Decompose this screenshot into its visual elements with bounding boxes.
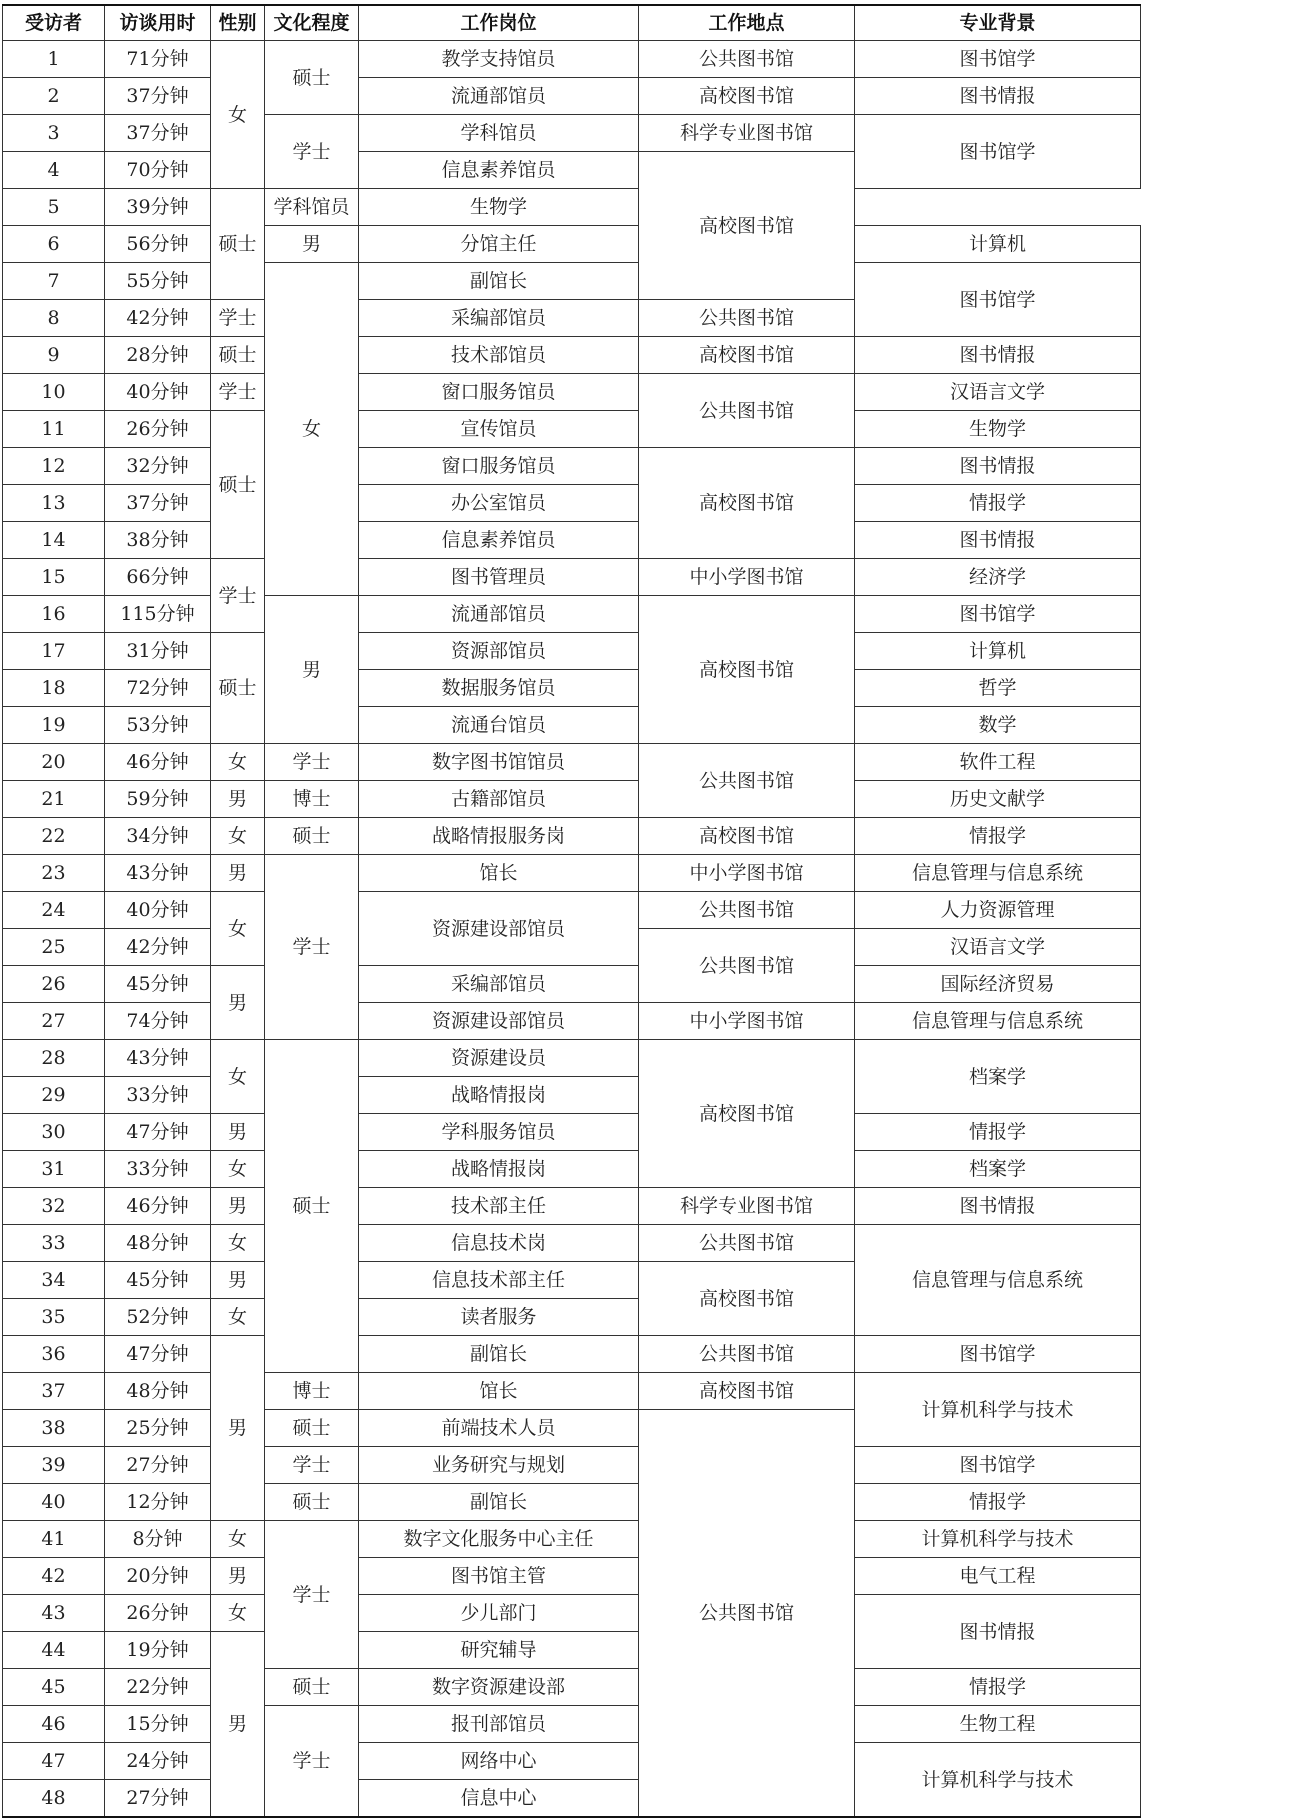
table-row xyxy=(3,411,1141,448)
table-cell: 22分钟 xyxy=(105,1669,211,1706)
table-cell: 图书管理员 xyxy=(359,559,639,596)
header-major: 专业背景 xyxy=(855,5,1141,41)
table-cell: 22 xyxy=(3,818,105,855)
table-cell: 中小学图书馆 xyxy=(639,1003,855,1040)
table-row xyxy=(3,744,1141,781)
table-cell: 信息素养馆员 xyxy=(359,522,639,559)
table-cell: 前端技术人员 xyxy=(359,1410,639,1447)
table-cell: 副馆长 xyxy=(359,263,639,300)
table-cell: 38 xyxy=(3,1410,105,1447)
table-cell: 学士 xyxy=(211,300,265,337)
table-cell: 高校图书馆 xyxy=(639,448,855,559)
table-cell: 31 xyxy=(3,1151,105,1188)
table-cell: 图书情报 xyxy=(855,522,1141,559)
table-cell: 1 xyxy=(3,41,105,78)
table-cell: 48分钟 xyxy=(105,1373,211,1410)
table-cell: 硕士 xyxy=(265,1410,359,1447)
table-cell: 女 xyxy=(211,1225,265,1262)
table-cell: 33分钟 xyxy=(105,1151,211,1188)
table-cell: 女 xyxy=(211,818,265,855)
table-cell: 数字图书馆馆员 xyxy=(359,744,639,781)
table-row xyxy=(3,41,1141,78)
table-row xyxy=(3,1595,1141,1632)
table-cell: 男 xyxy=(265,596,359,744)
table-cell: 32 xyxy=(3,1188,105,1225)
table-cell: 计算机 xyxy=(855,226,1141,263)
table-cell: 3 xyxy=(3,115,105,152)
table-cell: 档案学 xyxy=(855,1040,1141,1114)
table-cell: 公共图书馆 xyxy=(639,374,855,448)
table-cell: 26 xyxy=(3,966,105,1003)
table-row xyxy=(3,559,1141,596)
table-cell: 男 xyxy=(211,1188,265,1225)
table-cell: 10 xyxy=(3,374,105,411)
table-row xyxy=(3,1151,1141,1188)
table-cell: 35 xyxy=(3,1299,105,1336)
table-cell: 资源部馆员 xyxy=(359,633,639,670)
table-cell: 中小学图书馆 xyxy=(639,559,855,596)
table-cell: 学科服务馆员 xyxy=(359,1114,639,1151)
table-cell: 汉语言文学 xyxy=(855,929,1141,966)
table-cell: 45 xyxy=(3,1669,105,1706)
table-cell: 男 xyxy=(211,966,265,1040)
table-cell: 流通台馆员 xyxy=(359,707,639,744)
table-cell: 9 xyxy=(3,337,105,374)
table-cell: 战略情报服务岗 xyxy=(359,818,639,855)
table-cell: 少儿部门 xyxy=(359,1595,639,1632)
table-row xyxy=(3,522,1141,559)
table-cell: 网络中心 xyxy=(359,1743,639,1780)
table-row xyxy=(3,1114,1141,1151)
table-cell: 4 xyxy=(3,152,105,189)
table-cell: 技术部主任 xyxy=(359,1188,639,1225)
table-row xyxy=(3,1669,1141,1706)
table-cell: 47分钟 xyxy=(105,1336,211,1373)
table-cell: 图书馆学 xyxy=(855,1336,1141,1373)
table-row xyxy=(3,892,1141,929)
table-cell: 36 xyxy=(3,1336,105,1373)
table-cell: 42分钟 xyxy=(105,300,211,337)
table-cell: 42分钟 xyxy=(105,929,211,966)
table-cell: 43 xyxy=(3,1595,105,1632)
table-row xyxy=(3,855,1141,892)
table-row xyxy=(3,596,1141,633)
table-cell: 馆长 xyxy=(359,855,639,892)
table-cell: 25分钟 xyxy=(105,1410,211,1447)
table-row xyxy=(3,1743,1141,1780)
table-cell: 11 xyxy=(3,411,105,448)
table-cell: 70分钟 xyxy=(105,152,211,189)
table-cell: 硕士 xyxy=(265,1669,359,1706)
table-cell: 46分钟 xyxy=(105,744,211,781)
table-row xyxy=(3,1521,1141,1558)
table-cell: 学士 xyxy=(265,1521,359,1669)
table-cell: 男 xyxy=(211,1262,265,1299)
table-cell: 45分钟 xyxy=(105,966,211,1003)
table-cell: 信息管理与信息系统 xyxy=(855,855,1141,892)
table-cell: 26分钟 xyxy=(105,411,211,448)
table-row xyxy=(3,263,1141,300)
table-cell: 女 xyxy=(211,1521,265,1558)
table-cell: 女 xyxy=(211,892,265,966)
table-cell: 48 xyxy=(3,1780,105,1818)
header-gender: 性别 xyxy=(211,5,265,41)
table-row xyxy=(3,1188,1141,1225)
table-cell: 男 xyxy=(211,1558,265,1595)
table-cell: 学士 xyxy=(265,1447,359,1484)
table-cell: 情报学 xyxy=(855,818,1141,855)
table-cell: 37分钟 xyxy=(105,485,211,522)
table-cell: 计算机 xyxy=(855,633,1141,670)
table-cell: 宣传馆员 xyxy=(359,411,639,448)
table-cell: 15分钟 xyxy=(105,1706,211,1743)
table-cell: 信息素养馆员 xyxy=(359,152,639,189)
table-cell: 科学专业图书馆 xyxy=(639,1188,855,1225)
table-cell: 图书馆学 xyxy=(855,263,1141,337)
table-cell: 高校图书馆 xyxy=(639,152,855,300)
table-cell: 窗口服务馆员 xyxy=(359,448,639,485)
table-cell: 高校图书馆 xyxy=(639,1373,855,1410)
table-cell: 34分钟 xyxy=(105,818,211,855)
table-cell: 高校图书馆 xyxy=(639,1262,855,1336)
table-row xyxy=(3,485,1141,522)
table-cell: 23 xyxy=(3,855,105,892)
table-cell: 21 xyxy=(3,781,105,818)
table-cell: 中小学图书馆 xyxy=(639,855,855,892)
table-cell: 学士 xyxy=(265,744,359,781)
table-cell: 44 xyxy=(3,1632,105,1669)
header-duration: 访谈用时 xyxy=(105,5,211,41)
table-cell: 男 xyxy=(211,1336,265,1521)
table-row xyxy=(3,1373,1141,1410)
table-cell: 博士 xyxy=(265,781,359,818)
table-cell: 硕士 xyxy=(265,1484,359,1521)
table-cell: 公共图书馆 xyxy=(639,744,855,818)
table-cell: 45分钟 xyxy=(105,1262,211,1299)
table-cell: 16 xyxy=(3,596,105,633)
table-cell: 男 xyxy=(211,1114,265,1151)
table-cell: 公共图书馆 xyxy=(639,41,855,78)
table-cell: 图书馆学 xyxy=(855,1447,1141,1484)
table-cell: 资源建设员 xyxy=(359,1040,639,1077)
table-cell: 19分钟 xyxy=(105,1632,211,1669)
table-cell: 高校图书馆 xyxy=(639,78,855,115)
table-cell: 计算机科学与技术 xyxy=(855,1521,1141,1558)
table-cell: 高校图书馆 xyxy=(639,596,855,744)
table-cell: 情报学 xyxy=(855,1114,1141,1151)
table-cell: 37分钟 xyxy=(105,78,211,115)
table-cell: 6 xyxy=(3,226,105,263)
table-cell: 学士 xyxy=(265,1706,359,1818)
table-cell: 女 xyxy=(211,1040,265,1114)
table-cell: 资源建设部馆员 xyxy=(359,892,639,966)
table-cell: 37 xyxy=(3,1373,105,1410)
table-row xyxy=(3,1003,1141,1040)
table-cell: 学科馆员 xyxy=(265,189,359,226)
table-row xyxy=(3,374,1141,411)
table-cell: 20分钟 xyxy=(105,1558,211,1595)
table-cell: 公共图书馆 xyxy=(639,1410,855,1818)
table-cell: 公共图书馆 xyxy=(639,929,855,1003)
table-cell: 59分钟 xyxy=(105,781,211,818)
table-row xyxy=(3,78,1141,115)
table-cell: 高校图书馆 xyxy=(639,1040,855,1188)
table-row xyxy=(3,818,1141,855)
header-row xyxy=(3,5,1141,41)
table-cell: 硕士 xyxy=(211,633,265,744)
table-row xyxy=(3,189,1141,226)
table-cell: 56分钟 xyxy=(105,226,211,263)
table-cell: 硕士 xyxy=(211,189,265,300)
table-cell: 115分钟 xyxy=(105,596,211,633)
table-cell: 流通部馆员 xyxy=(359,78,639,115)
table-cell: 公共图书馆 xyxy=(639,1336,855,1373)
table-cell: 软件工程 xyxy=(855,744,1141,781)
table-cell: 33分钟 xyxy=(105,1077,211,1114)
table-cell: 档案学 xyxy=(855,1151,1141,1188)
table-cell: 图书馆主管 xyxy=(359,1558,639,1595)
table-row xyxy=(3,670,1141,707)
table-cell: 26分钟 xyxy=(105,1595,211,1632)
table-cell: 研究辅导 xyxy=(359,1632,639,1669)
table-row xyxy=(3,1336,1141,1373)
table-cell: 女 xyxy=(211,1151,265,1188)
table-cell: 8分钟 xyxy=(105,1521,211,1558)
table-cell: 情报学 xyxy=(855,1669,1141,1706)
table-cell: 52分钟 xyxy=(105,1299,211,1336)
table-cell: 信息中心 xyxy=(359,1780,639,1818)
table-cell: 28分钟 xyxy=(105,337,211,374)
table-cell: 27分钟 xyxy=(105,1447,211,1484)
table-cell: 学士 xyxy=(211,559,265,633)
table-cell: 38分钟 xyxy=(105,522,211,559)
table-cell: 计算机科学与技术 xyxy=(855,1373,1141,1447)
table-cell: 图书馆学 xyxy=(855,115,1141,189)
table-cell: 副馆长 xyxy=(359,1336,639,1373)
table-cell: 53分钟 xyxy=(105,707,211,744)
table-cell: 37分钟 xyxy=(105,115,211,152)
table-row xyxy=(3,1040,1141,1077)
table-cell: 硕士 xyxy=(265,1040,359,1373)
table-cell: 硕士 xyxy=(265,818,359,855)
table-cell: 数字资源建设部 xyxy=(359,1669,639,1706)
table-cell: 40 xyxy=(3,1484,105,1521)
table-row xyxy=(3,337,1141,374)
table-cell: 数据服务馆员 xyxy=(359,670,639,707)
table-cell: 40分钟 xyxy=(105,892,211,929)
table-cell: 27分钟 xyxy=(105,1780,211,1818)
table-cell: 48分钟 xyxy=(105,1225,211,1262)
table-cell: 古籍部馆员 xyxy=(359,781,639,818)
table-cell: 采编部馆员 xyxy=(359,966,639,1003)
table-cell: 数学 xyxy=(855,707,1141,744)
table-cell: 图书情报 xyxy=(855,337,1141,374)
table-cell: 19 xyxy=(3,707,105,744)
table-cell: 学士 xyxy=(265,855,359,1040)
table-cell: 女 xyxy=(211,1595,265,1632)
table-cell: 哲学 xyxy=(855,670,1141,707)
table-cell: 男 xyxy=(211,855,265,892)
table-row xyxy=(3,781,1141,818)
table-cell: 图书馆学 xyxy=(855,41,1141,78)
table-cell: 报刊部馆员 xyxy=(359,1706,639,1743)
table-cell: 数字文化服务中心主任 xyxy=(359,1521,639,1558)
table-cell: 副馆长 xyxy=(359,1484,639,1521)
table-cell: 8 xyxy=(3,300,105,337)
table-cell: 信息技术部主任 xyxy=(359,1262,639,1299)
table-row xyxy=(3,1706,1141,1743)
table-cell: 图书情报 xyxy=(855,448,1141,485)
interviewee-table xyxy=(2,4,1141,1818)
table-cell: 31分钟 xyxy=(105,633,211,670)
header-interviewee: 受访者 xyxy=(3,5,105,41)
table-cell: 资源建设部馆员 xyxy=(359,1003,639,1040)
table-cell: 办公室馆员 xyxy=(359,485,639,522)
table-cell: 男 xyxy=(211,781,265,818)
table-cell: 国际经济贸易 xyxy=(855,966,1141,1003)
table-cell: 公共图书馆 xyxy=(639,300,855,337)
table-row xyxy=(3,1558,1141,1595)
table-cell: 人力资源管理 xyxy=(855,892,1141,929)
table-cell: 读者服务 xyxy=(359,1299,639,1336)
table-cell: 55分钟 xyxy=(105,263,211,300)
table-cell: 图书馆学 xyxy=(855,596,1141,633)
table-cell: 生物工程 xyxy=(855,1706,1141,1743)
table-cell: 46分钟 xyxy=(105,1188,211,1225)
table-cell: 历史文献学 xyxy=(855,781,1141,818)
table-cell: 学科馆员 xyxy=(359,115,639,152)
table-cell: 女 xyxy=(265,263,359,596)
table-cell: 分馆主任 xyxy=(359,226,639,263)
table-cell: 战略情报岗 xyxy=(359,1151,639,1188)
table-cell: 女 xyxy=(211,744,265,781)
table-cell: 技术部馆员 xyxy=(359,337,639,374)
table-cell: 72分钟 xyxy=(105,670,211,707)
table-row xyxy=(3,1447,1141,1484)
table-cell: 25 xyxy=(3,929,105,966)
table-cell: 27 xyxy=(3,1003,105,1040)
table-cell: 47 xyxy=(3,1743,105,1780)
table-cell: 博士 xyxy=(265,1373,359,1410)
table-cell: 信息管理与信息系统 xyxy=(855,1225,1141,1336)
table-cell: 12分钟 xyxy=(105,1484,211,1521)
table-cell: 40分钟 xyxy=(105,374,211,411)
table-cell: 男 xyxy=(211,1632,265,1818)
table-cell: 生物学 xyxy=(855,411,1141,448)
table-row xyxy=(3,115,1141,152)
table-cell: 教学支持馆员 xyxy=(359,41,639,78)
table-cell: 女 xyxy=(211,41,265,189)
table-cell: 7 xyxy=(3,263,105,300)
table-cell: 2 xyxy=(3,78,105,115)
table-cell: 29 xyxy=(3,1077,105,1114)
table-cell: 41 xyxy=(3,1521,105,1558)
table-cell: 39分钟 xyxy=(105,189,211,226)
table-cell: 12 xyxy=(3,448,105,485)
table-cell: 馆长 xyxy=(359,1373,639,1410)
table-cell: 汉语言文学 xyxy=(855,374,1141,411)
table-cell: 公共图书馆 xyxy=(639,892,855,929)
table-cell: 生物学 xyxy=(359,189,639,226)
table-cell: 图书情报 xyxy=(855,1188,1141,1225)
table-cell: 信息技术岗 xyxy=(359,1225,639,1262)
table-wrapper xyxy=(2,4,1141,1818)
table-cell: 硕士 xyxy=(211,337,265,374)
table-cell: 硕士 xyxy=(211,411,265,559)
table-cell: 15 xyxy=(3,559,105,596)
table-cell: 经济学 xyxy=(855,559,1141,596)
table-cell: 窗口服务馆员 xyxy=(359,374,639,411)
table-cell: 高校图书馆 xyxy=(639,818,855,855)
table-cell: 5 xyxy=(3,189,105,226)
table-cell: 公共图书馆 xyxy=(639,1225,855,1262)
table-cell: 39 xyxy=(3,1447,105,1484)
table-row xyxy=(3,448,1141,485)
table-cell: 20 xyxy=(3,744,105,781)
table-cell: 24 xyxy=(3,892,105,929)
table-cell: 战略情报岗 xyxy=(359,1077,639,1114)
table-cell: 18 xyxy=(3,670,105,707)
table-cell: 男 xyxy=(265,226,359,263)
table-row xyxy=(3,1225,1141,1262)
table-cell: 业务研究与规划 xyxy=(359,1447,639,1484)
table-cell: 流通部馆员 xyxy=(359,596,639,633)
table-cell: 电气工程 xyxy=(855,1558,1141,1595)
table-cell: 科学专业图书馆 xyxy=(639,115,855,152)
table-cell: 17 xyxy=(3,633,105,670)
table-row xyxy=(3,226,1141,263)
table-cell: 30 xyxy=(3,1114,105,1151)
table-cell: 43分钟 xyxy=(105,855,211,892)
table-cell: 女 xyxy=(211,1299,265,1336)
table-cell: 图书情报 xyxy=(855,1595,1141,1669)
table-cell: 计算机科学与技术 xyxy=(855,1743,1141,1818)
table-row xyxy=(3,1484,1141,1521)
header-position: 工作岗位 xyxy=(359,5,639,41)
table-row xyxy=(3,633,1141,670)
table-body xyxy=(3,41,1141,1818)
table-cell: 66分钟 xyxy=(105,559,211,596)
table-cell: 高校图书馆 xyxy=(639,337,855,374)
table-cell: 71分钟 xyxy=(105,41,211,78)
table-cell: 硕士 xyxy=(265,41,359,115)
table-cell: 学士 xyxy=(211,374,265,411)
table-cell: 13 xyxy=(3,485,105,522)
table-row xyxy=(3,966,1141,1003)
table-cell: 图书情报 xyxy=(855,78,1141,115)
table-cell: 14 xyxy=(3,522,105,559)
table-cell: 24分钟 xyxy=(105,1743,211,1780)
table-cell: 34 xyxy=(3,1262,105,1299)
table-cell: 42 xyxy=(3,1558,105,1595)
table-cell: 74分钟 xyxy=(105,1003,211,1040)
table-cell: 28 xyxy=(3,1040,105,1077)
table-cell: 46 xyxy=(3,1706,105,1743)
header-location: 工作地点 xyxy=(639,5,855,41)
table-row xyxy=(3,707,1141,744)
table-cell: 情报学 xyxy=(855,485,1141,522)
table-cell: 47分钟 xyxy=(105,1114,211,1151)
table-cell: 43分钟 xyxy=(105,1040,211,1077)
header-education: 文化程度 xyxy=(265,5,359,41)
table-cell: 学士 xyxy=(265,115,359,189)
table-cell: 情报学 xyxy=(855,1484,1141,1521)
table-cell: 采编部馆员 xyxy=(359,300,639,337)
table-cell: 32分钟 xyxy=(105,448,211,485)
table-cell: 信息管理与信息系统 xyxy=(855,1003,1141,1040)
table-cell: 33 xyxy=(3,1225,105,1262)
